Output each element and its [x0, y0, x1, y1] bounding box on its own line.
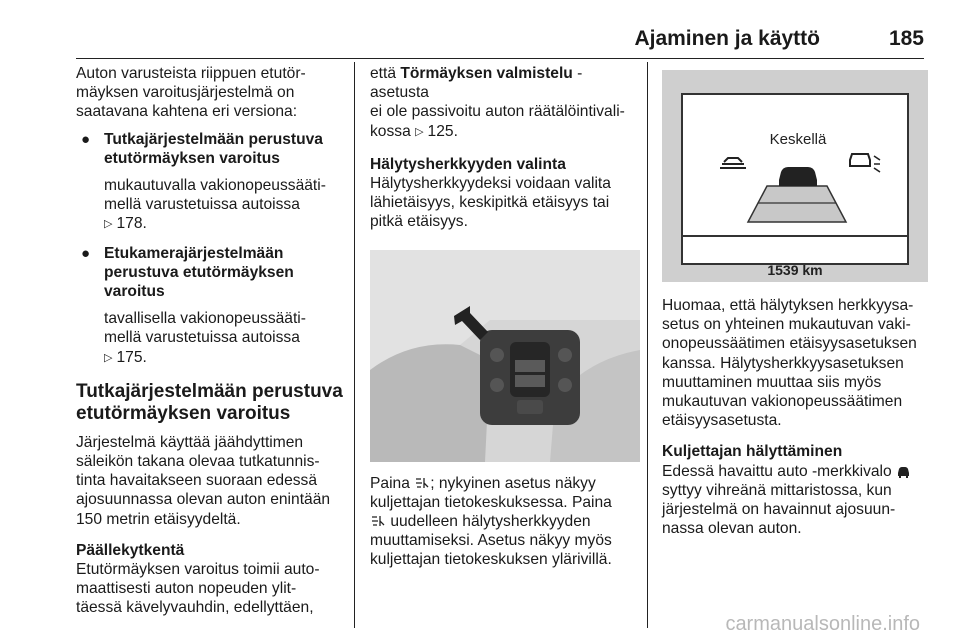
page-title: Ajaminen ja käyttö	[634, 27, 820, 50]
paragraph: Edessä havaittu auto -merkkivalo syttyy vihreänä mittaristossa, kun järjestelmä on havainnut ajosuun- nassa olevan auton.	[662, 462, 928, 539]
bullet-icon: ●	[81, 130, 91, 148]
odometer-readout: 1539 km	[767, 262, 823, 278]
subsection-body: Etutörmäyksen varoitus toimii auto- maattisesti auton nopeuden ylit- täessä kävelyvauhdin, edellyttäen,	[76, 561, 320, 617]
bullet-icon: ●	[81, 244, 91, 262]
column-divider	[354, 62, 355, 628]
page-header	[76, 24, 924, 59]
paragraph: Huomaa, että hälytyksen herkkyysa- setus on yhteinen mukautuvan vaki- onopeussäätimen etäisyysasetuksen kanssa. Hälytysherkkyysasetuksen muuttaminen muuttaa siis myös mukautuvan vakionopeussäätimen etäisyysasetusta.	[662, 297, 917, 430]
column-divider	[647, 62, 648, 628]
watermark: carmanualsonline.info	[725, 613, 920, 635]
continued-text: että Törmäyksen valmistelu -asetusta ei ole passivoitu auton räätälöintivali- kossa ▷ 125.	[370, 64, 638, 143]
sensitivity-button-icon	[414, 476, 430, 490]
column-3	[662, 64, 928, 538]
page-reference[interactable]: ▷ 175.	[104, 349, 147, 366]
driver-info-display-figure	[662, 70, 928, 282]
steering-wheel-illustration	[370, 250, 640, 462]
subheading: Päällekytkentä	[76, 541, 185, 559]
section-heading: Tutkajärjestelmään perustuva etutörmäyksen varoitus	[76, 380, 343, 424]
list-item: ● Tutkajärjestelmään perustuva etutörmäyksen varoitus mukautuvalla vakionopeussääti- mellä varustetuissa autoissa ▷ 178.	[76, 130, 344, 236]
column-2	[370, 64, 638, 570]
subheading: Hälytysherkkyyden valinta	[370, 155, 566, 173]
section-body: Järjestelmä käyttää jäähdyttimen säleikön takana olevaa tutkatunnis- tinta havaitakseen suoraan edessä ajosuunnassa olevan auton enintään 150 metrin etäisyydeltä.	[76, 433, 331, 528]
display-label: Keskellä	[769, 131, 827, 148]
sensitivity-button-icon	[370, 514, 386, 528]
page-reference[interactable]: ▷ 125.	[415, 123, 458, 140]
page-number: 185	[888, 27, 924, 50]
subheading: Kuljettajan hälyttäminen	[662, 443, 843, 461]
subsection-body: Hälytysherkkyydeksi voidaan valita lähietäisyys, keskipitkä etäisyys tai pitkä etäisyys.	[370, 175, 611, 231]
driver-info-display-illustration	[662, 70, 928, 282]
car-detected-icon	[896, 465, 911, 478]
intro-text: Auton varusteista riippuen etutör- mäyksen varoitusjärjestelmä on saatavana kahtena eri versiona:	[76, 65, 306, 121]
page-reference[interactable]: ▷ 178.	[104, 215, 147, 232]
column-1	[76, 64, 344, 618]
paragraph: Paina ; nykyinen asetus näkyy kuljettajan tietokeskuksessa. Paina uudelleen hälytysherkkyyden muuttamiseksi. Asetus näkyy myös kuljettajan tietokeskuksen ylärivillä.	[370, 474, 612, 569]
list-item: ● Etukamerajärjestelmään perustuva etutörmäyksen varoitus tavallisella vakionopeussääti- mellä varustetuissa autoissa ▷ 175.	[76, 244, 344, 369]
